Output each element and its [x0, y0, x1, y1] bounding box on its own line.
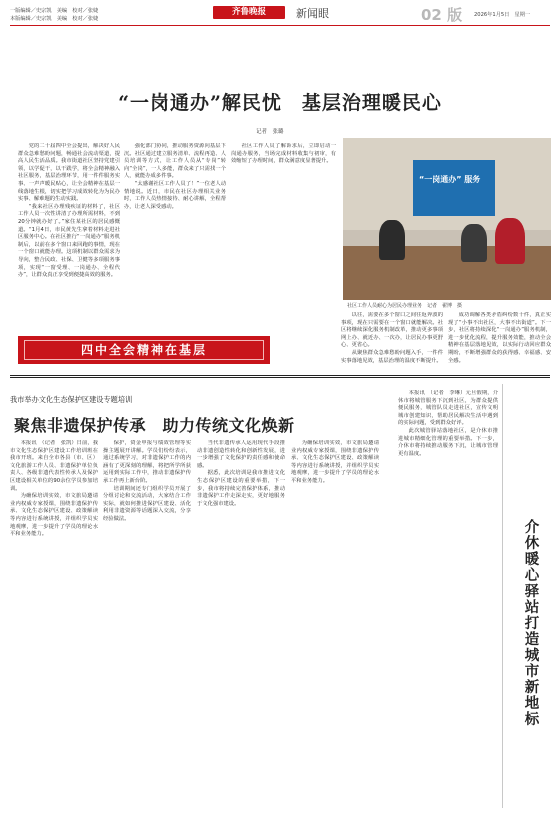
story1-column-1 [18, 143, 120, 329]
paragraph: 为确保培训实效，市文旅局邀请业内权威专家授课，围绕非遗保护传承、文化生态保护区建设、政策解读等内容进行系统讲授，并组织学员实地观摩，进一步提升了学员的理论水平和业务能力。 [291, 440, 379, 484]
story3-column [398, 390, 498, 810]
newspaper-logo: 齐鲁晚报 [213, 6, 285, 19]
topic-banner-text: 四中全会精神在基层 [24, 340, 264, 360]
paragraph: 以往，需要在多个窗口之间往返奔波的事项，现在只需要在一个窗口就能解决。社区将继续深化服务机制改革，推动更多事项网上办、就近办、一次办，让居民办事更舒心、更省心。 [341, 312, 443, 349]
paragraph: 培训期间还专门组织学员开展了分组讨论和交流活动，大家结合工作实际，就如何推进保护区建设、活化利用非遗资源等话题深入交流，分享经验做法。 [103, 485, 191, 522]
paragraph: 成功调解各类矛盾纠纷数十件，真正实现了“小事不出社区，大事不出街道”。下一步，社区将持续深化“一岗通办”服务机制，进一步优化流程，提升服务效能，推动全会精神在基层落地见效，以实际行动回应群众期盼，不断增强群众的获得感、幸福感、安全感。 [448, 312, 551, 364]
paragraph: 本报讯 （记者 李琳）元旦假期，介休市将城管服务下沉到社区，为群众提供便民服务，城管队员走进社区，宣传文明城市创建知识，帮助居民解决生活中遇到的实际问题，受到群众好评。 [398, 390, 498, 427]
section-divider [10, 377, 550, 378]
photo-person [495, 218, 525, 264]
photo-person [379, 220, 405, 260]
topic-banner [18, 336, 270, 364]
story1-photo [343, 138, 551, 300]
paragraph: 本报讯 （记者 张凯）日前，我市文化生态保护区建设工作培训班在我市开班。来自全市各县（市、区）文化旅游工作人员、非遗保护单位负责人、各级非遗代表性传承人及保护区建设相关单位的90余位学员参加培训。 [10, 440, 98, 492]
story2-column-3 [197, 440, 285, 810]
paragraph: “我来社区办理残疾证的材料了，社区工作人员一次性讲清了办理所需材料，不到20分钟就办好了。”家住某社区的居民感慨道。“1月4日，市民黄先生拿着材料走进社区服务中心。在社区推行“一岗通办”服务机制后，以前在多个窗口来回跑的事情，现在一个窗口就能办理。这项机制以群众需求为导向，整合民政、社保、卫健等多项服务事项，实现“一窗受理、一岗通办、全程代办”，让群众真正享受到便捷高效的服务。 [18, 203, 120, 279]
editor-credits [10, 8, 98, 23]
photo-board-text: “一岗通办” 服务 [419, 175, 481, 184]
masthead-rule [10, 25, 550, 26]
paragraph: 当代非遗传承人运用现代手段推动非遗创造性转化和创新性发展，进一步增强了文化保护的责任感和使命感。 [197, 440, 285, 469]
story1-byline: 记者 张璐 [256, 129, 284, 135]
story2-column-2 [103, 440, 191, 810]
editor-line: 本版编辑／史宗凯 美编 校对／张婕 [10, 15, 99, 22]
paragraph: 此次城管驿站落地社区，是介休市推进城市精细化管理的重要举措。下一步，介休市将持续推动服务下沉，让城市管理更有温度。 [398, 427, 498, 457]
photo-caption: 社区工作人员耐心为居民办理业务 记者 翟博 摄 [347, 303, 463, 309]
section-name: 新闻眼 [296, 7, 329, 20]
masthead [0, 0, 560, 48]
paragraph: 保护，资金申报与绩效管理等实操主题展开讲解。学员们纷纷表示，通过系统学习，对非遗保护工作的内涵有了更深刻的理解，将把所学所获运用到实际工作中，推动非遗保护传承工作再上新台阶。 [103, 440, 191, 484]
story1-column-5 [448, 312, 551, 374]
page-date: 2026年1月5日 星期一 [474, 12, 531, 18]
story2-column-4 [291, 440, 379, 810]
story2-kicker: 我市举办文化生态保护区建设专题培训 [10, 395, 133, 404]
paragraph: 强化部门协同，推动服务资源向基层下沉。社区通过建立服务清单、流程再造、人员培训等方式，让工作人员从“专岗”转向“全岗”，一人多能，群众来了只需找一个人，就能办成多件事。 [124, 143, 226, 180]
photo-service-board [413, 160, 495, 216]
paragraph: 从聚焦群众急难愁盼问题入手，一件件实事落地见效，基层治理的温度不断提升。 [341, 349, 443, 364]
story1-column-4 [341, 312, 443, 374]
section-divider [10, 375, 550, 376]
story2-column-1 [10, 440, 98, 810]
paragraph: 社区工作人员了解诉求后，立即启动一岗通办服务，当场完成材料收集与初审，有效缩短了办理时间，群众满意度显著提升。 [231, 143, 336, 165]
paragraph: “太感谢社区工作人员了！”一位老人动情地说。近日，市民在社区办理相关业务时，工作人员热情接待、耐心讲解，全程帮办，让老人深受感动。 [124, 180, 226, 210]
story1-column-2 [124, 143, 226, 329]
story2-headline: 聚焦非遗保护传承 助力传统文化焕新 [14, 416, 295, 435]
story1-column-3 [231, 143, 336, 363]
paragraph: 为确保培训实效，市文旅局邀请业内权威专家授课，围绕非遗保护传承、文化生态保护区建设、政策解读等内容进行系统讲授，并组织学员实地观摩，进一步提升了学员的理论水平和业务能力。 [10, 493, 98, 538]
column-divider [502, 384, 503, 808]
story1-headline: “一岗通办”解民忧 基层治理暖民心 [118, 92, 442, 114]
paragraph: 据悉，此次培训是我市推进文化生态保护区建设的重要举措，下一步，我市将持续完善保护体系，推动非遗保护工作走深走实，更好地服务于文化强市建设。 [197, 470, 285, 507]
paragraph: 党的二十届四中全会提出，解决好人民群众急难愁盼问题，畅通社会流动渠道，提高人民生活品质。我市街道社区坚持党建引领，以学促干，以干践学，将全会精神融入社区服务，基层治理环节，用一件件服务实事、一声声暖民贴心，让全会精神在基层一线落地生根，切实把学习成效转化为为民办实事、解难题的生动实践。 [18, 143, 120, 203]
photo-person [461, 224, 487, 262]
editor-line: 一版编辑／史宗凯 美编 校对／张婕 [10, 8, 99, 14]
page-number: 02 版 [421, 6, 463, 24]
story3-vertical-headline: 介休暖心驿站打造城市新地标 [524, 519, 540, 728]
